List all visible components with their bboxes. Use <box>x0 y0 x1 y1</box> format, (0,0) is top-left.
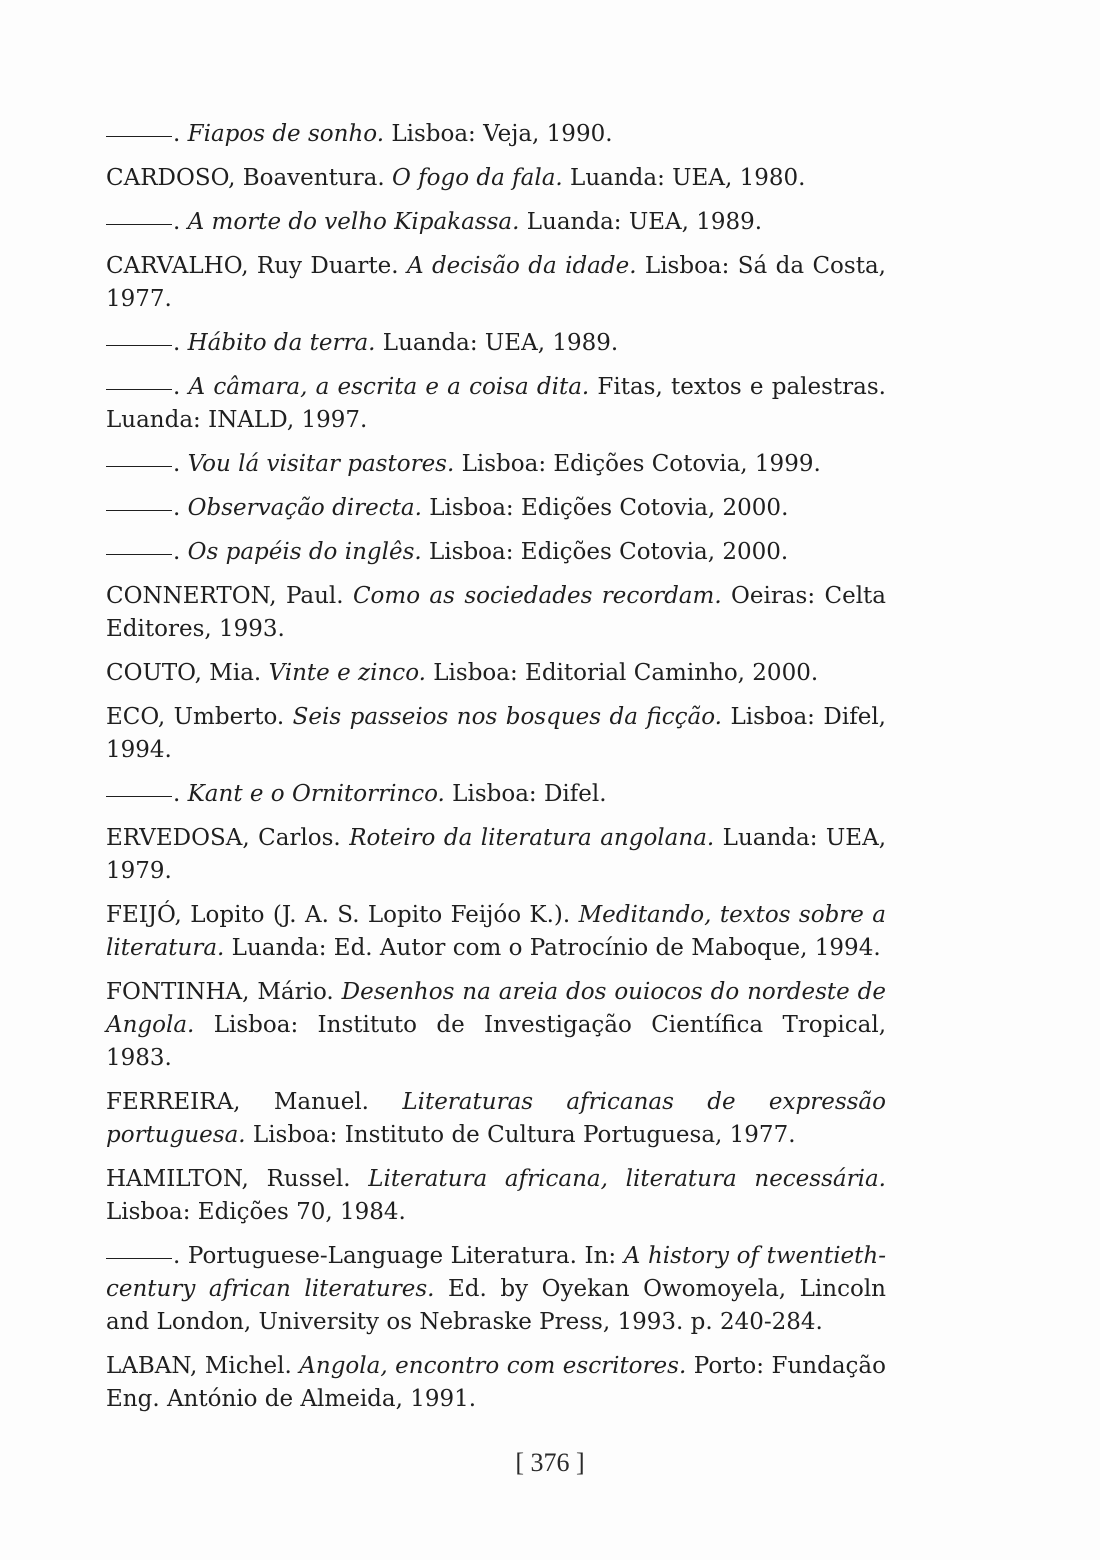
reference-publication: Lisboa: Instituto de Cultura Portuguesa, 1977. <box>245 1122 796 1148</box>
reference-publication: Luanda: UEA, 1989. <box>519 209 763 235</box>
same-author-dash <box>106 389 172 390</box>
reference-entry <box>106 448 886 481</box>
reference-author: . <box>173 374 189 400</box>
reference-entry <box>106 536 886 569</box>
bibliography-list <box>106 118 886 1427</box>
reference-publication: Lisboa: Difel. <box>444 781 607 807</box>
reference-publication: Fitas, textos e palestras. Luanda: INALD, 1997. <box>106 374 886 433</box>
reference-author: FEIJÓ, Lopito (J. A. S. Lopito Feijóo K.). <box>106 902 579 928</box>
reference-author: . <box>173 209 188 235</box>
reference-publication: Lisboa: Editorial Caminho, 2000. <box>425 660 819 686</box>
reference-entry <box>106 580 886 646</box>
reference-title: Desenhos na areia dos ouiocos do nordeste de Angola. <box>106 979 886 1038</box>
reference-entry <box>106 822 886 888</box>
reference-publication: Luanda: Ed. Autor com o Patrocínio de Maboque, 1994. <box>224 935 881 961</box>
reference-author: . <box>173 121 188 147</box>
reference-title: A history of twentieth-century african literatures. <box>106 1243 886 1302</box>
reference-publication: Lisboa: Sá da Costa, 1977. <box>106 253 886 312</box>
reference-title: Hábito da terra. <box>187 330 376 356</box>
reference-title: A morte do velho Kipakassa. <box>187 209 520 235</box>
reference-publication: Porto: Fundação Eng. António de Almeida, 1991. <box>106 1353 886 1412</box>
reference-author: . <box>173 495 188 521</box>
reference-title: Vinte e zinco. <box>268 660 426 686</box>
reference-entry <box>106 778 886 811</box>
reference-title: Seis passeios nos bosques da ficção. <box>292 704 722 730</box>
reference-title: A câmara, a escrita e a coisa dita. <box>188 374 590 400</box>
reference-title: Angola, encontro com escritores. <box>299 1353 687 1379</box>
reference-publication: Lisboa: Edições 70, 1984. <box>106 1199 406 1225</box>
reference-entry <box>106 1240 886 1339</box>
reference-title: Kant e o Ornitorrinco. <box>187 781 445 807</box>
same-author-dash <box>106 224 172 225</box>
reference-entry <box>106 1350 886 1416</box>
reference-publication: Lisboa: Edições Cotovia, 2000. <box>421 495 789 521</box>
reference-title: Como as sociedades recordam. <box>352 583 722 609</box>
reference-entry <box>106 118 886 151</box>
same-author-dash <box>106 1258 172 1259</box>
reference-title: Literaturas africanas de expressão portuguesa. <box>106 1089 886 1148</box>
same-author-dash <box>106 345 172 346</box>
reference-publication: Lisboa: Edições Cotovia, 2000. <box>421 539 789 565</box>
reference-author: CONNERTON, Paul. <box>106 583 353 609</box>
same-author-dash <box>106 554 172 555</box>
reference-publication: Luanda: UEA, 1989. <box>375 330 619 356</box>
reference-author: CARVALHO, Ruy Duarte. <box>106 253 407 279</box>
reference-title: O fogo da fala. <box>391 165 563 191</box>
reference-entry <box>106 1086 886 1152</box>
reference-title: Roteiro da literatura angolana. <box>349 825 715 851</box>
reference-title: Fiapos de sonho. <box>187 121 385 147</box>
reference-title: Meditando, textos sobre a literatura. <box>106 902 886 961</box>
same-author-dash <box>106 796 172 797</box>
reference-author: ECO, Umberto. <box>106 704 293 730</box>
same-author-dash <box>106 510 172 511</box>
reference-entry <box>106 701 886 767</box>
reference-publication: Luanda: UEA, 1979. <box>106 825 887 884</box>
reference-entry <box>106 1163 886 1229</box>
reference-author: LABAN, Michel. <box>106 1353 300 1379</box>
reference-title: Vou lá visitar pastores. <box>187 451 455 477</box>
reference-author: . Portuguese-Language Literatura. In: <box>173 1243 624 1269</box>
reference-author: ERVEDOSA, Carlos. <box>106 825 350 851</box>
reference-author: . <box>173 451 188 477</box>
reference-entry <box>106 250 886 316</box>
reference-author: COUTO, Mia. <box>106 660 269 686</box>
same-author-dash <box>106 466 172 467</box>
reference-publication: Lisboa: Veja, 1990. <box>384 121 613 147</box>
reference-entry <box>106 492 886 525</box>
reference-entry <box>106 976 886 1075</box>
reference-author: . <box>173 781 188 807</box>
same-author-dash <box>106 136 172 137</box>
reference-title: A decisão da idade. <box>406 253 637 279</box>
reference-title: Os papéis do inglês. <box>187 539 422 565</box>
reference-author: . <box>173 330 188 356</box>
reference-entry <box>106 899 886 965</box>
reference-entry <box>106 206 886 239</box>
reference-author: HAMILTON, Russel. <box>106 1166 369 1192</box>
reference-publication: Ed. by Oyekan Owomoyela, Lincoln and London, University os Nebraske Press, 1993. p. 240-284. <box>106 1276 886 1335</box>
page-number: [ 376 ] <box>515 1448 585 1477</box>
reference-publication: Lisboa: Difel, 1994. <box>106 704 886 763</box>
reference-publication: Oeiras: Celta Editores, 1993. <box>106 583 887 642</box>
reference-entry <box>106 162 886 195</box>
reference-publication: Lisboa: Edições Cotovia, 1999. <box>454 451 821 477</box>
reference-entry <box>106 371 886 437</box>
reference-author: . <box>173 539 188 565</box>
reference-author: CARDOSO, Boaventura. <box>106 165 392 191</box>
reference-entry <box>106 327 886 360</box>
reference-author: FERREIRA, Manuel. <box>106 1089 403 1115</box>
reference-publication: Lisboa: Instituto de Investigação Científica Tropical, 1983. <box>106 1012 886 1071</box>
reference-author: FONTINHA, Mário. <box>106 979 342 1005</box>
reference-title: Literatura africana, literatura necessária. <box>368 1166 886 1192</box>
reference-publication: Luanda: UEA, 1980. <box>562 165 806 191</box>
reference-title: Observação directa. <box>187 495 422 521</box>
reference-entry <box>106 657 886 690</box>
